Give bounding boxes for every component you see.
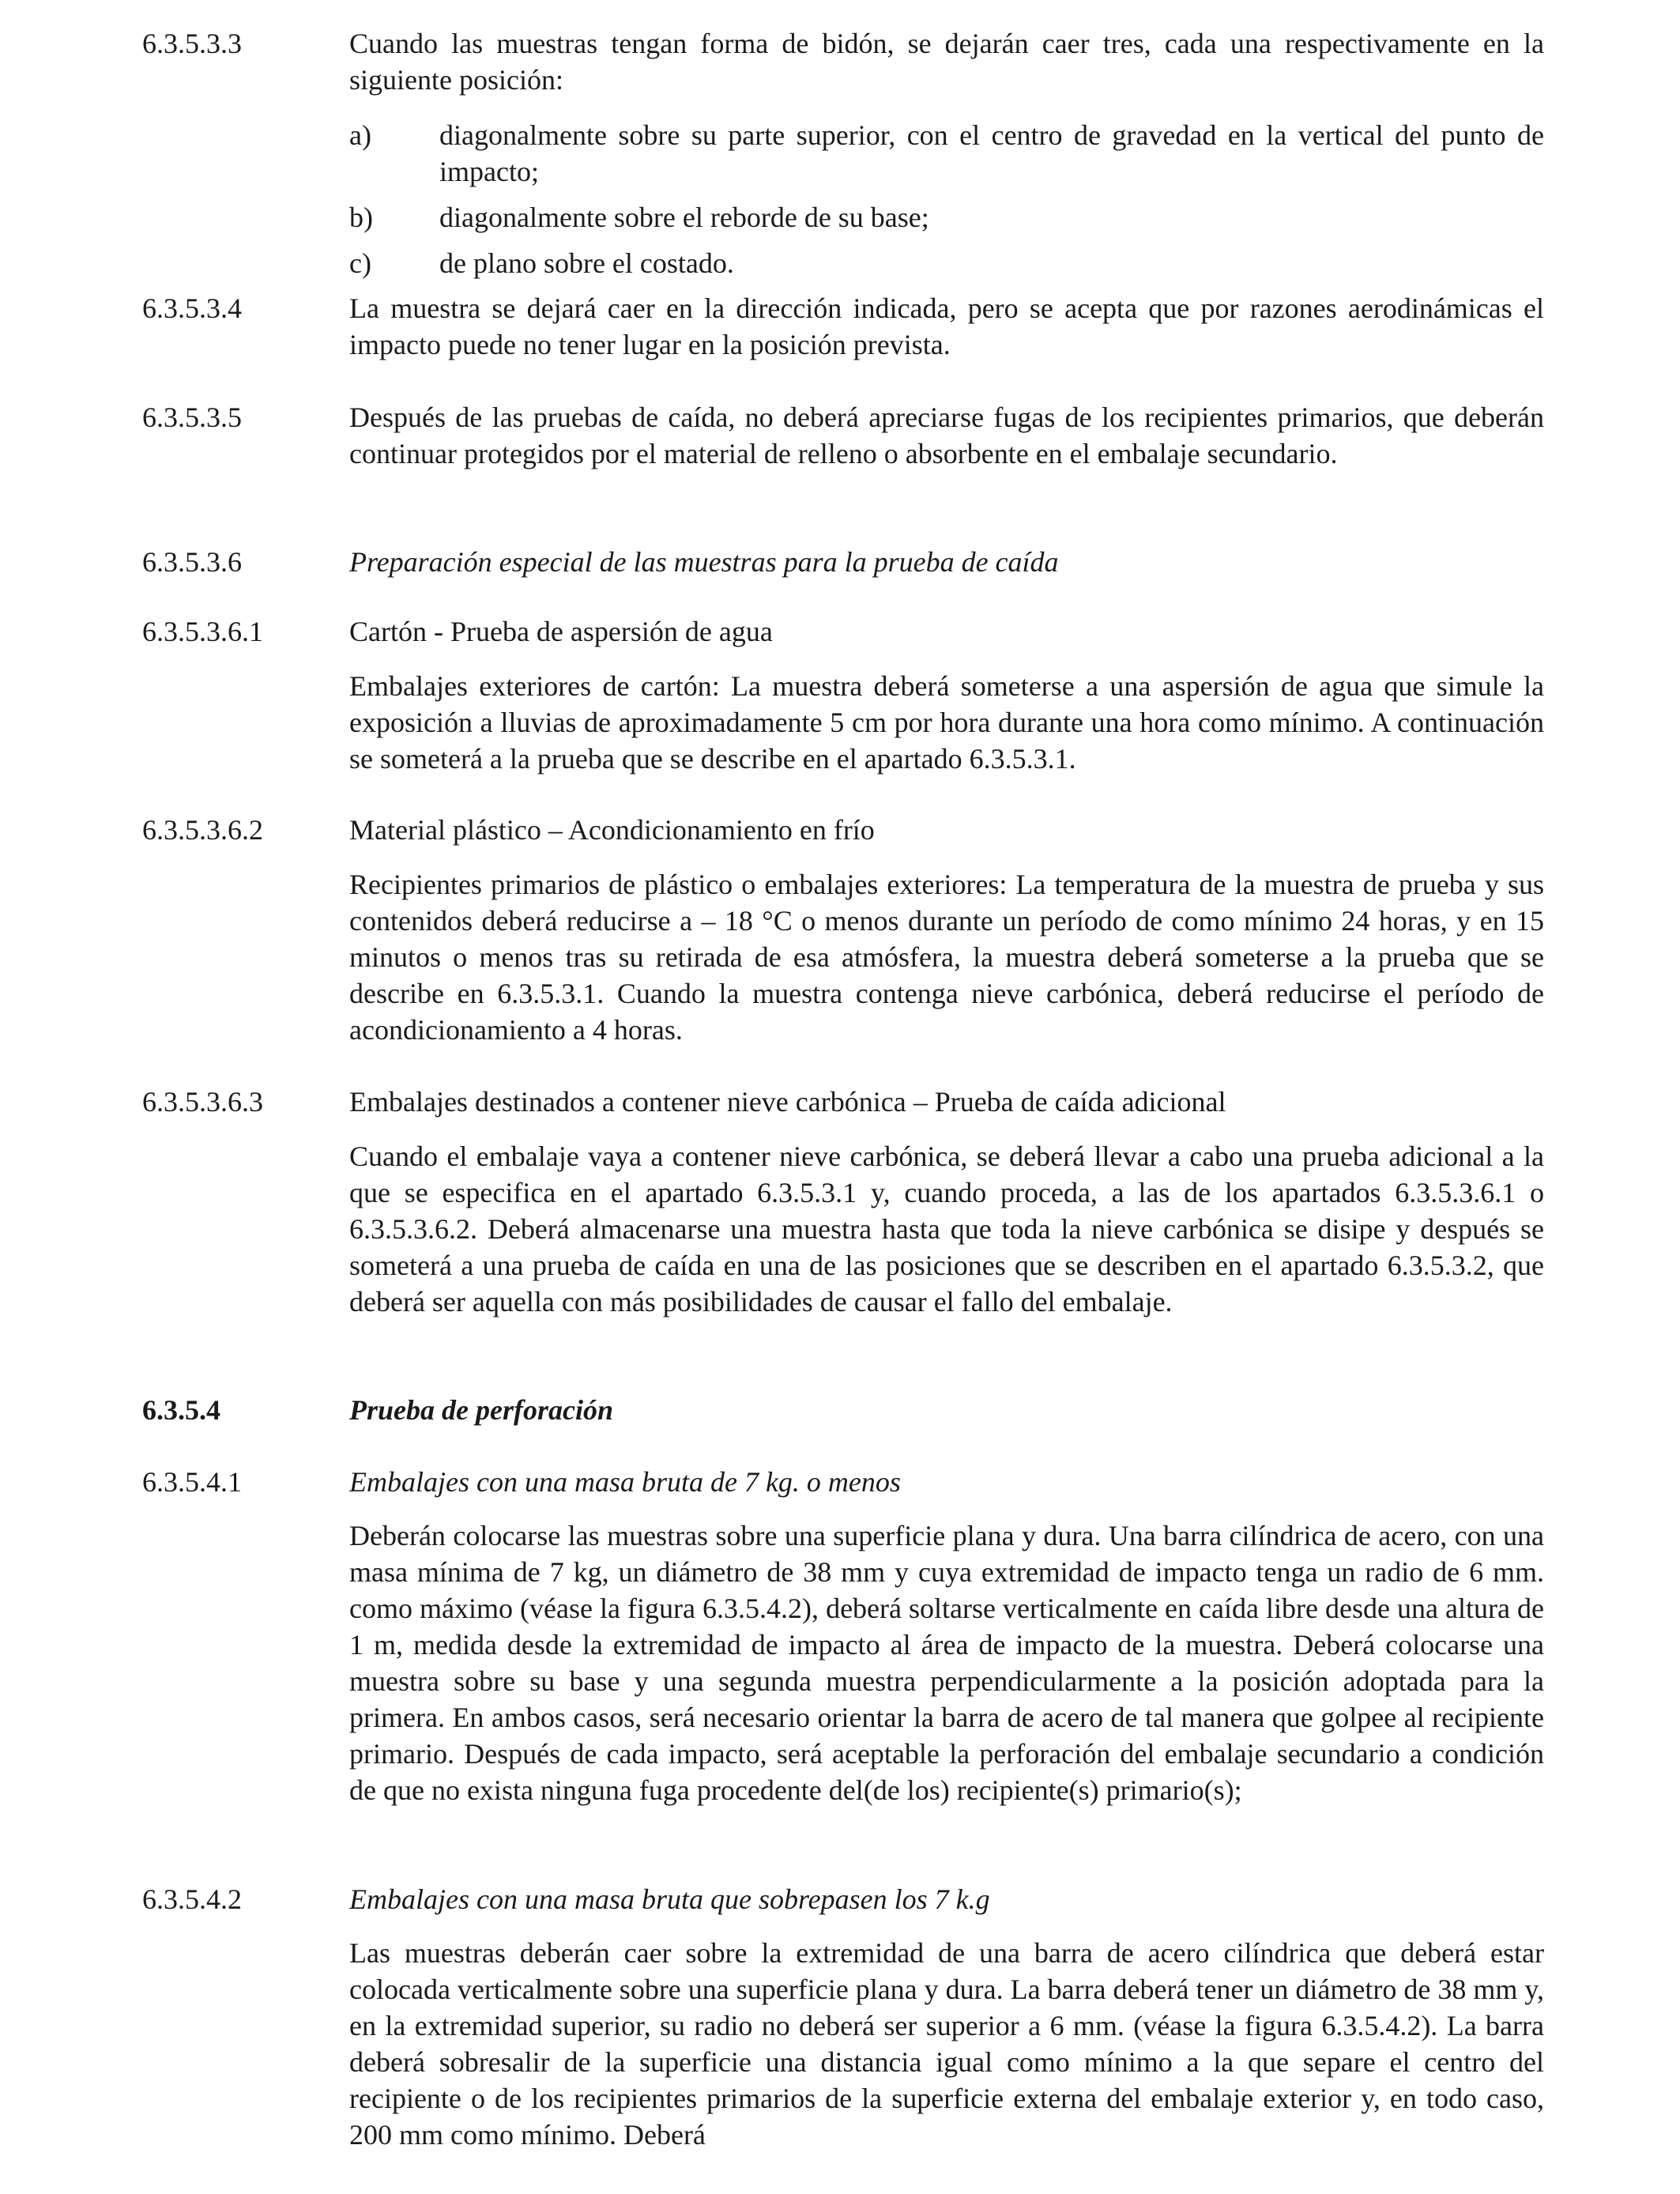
- list-marker: a): [349, 119, 371, 151]
- section-number: 6.3.5.4.1: [142, 1466, 242, 1498]
- section-text: Deberán colocarse las muestras sobre una superficie plana y dura. Una barra cilíndrica de acero, con una masa mínima de 7 kg, un diámetro de 38 mm y cuya extremidad de impacto tenga un radio de 6 mm. como máximo (véase la figura 6.3.5.4.2), deberá soltarse verticalmente en caída libre desde una altura de 1 m, medida desde la extremidad de impacto al área de impacto de la muestra. Deberá colocarse una muestra sobre su base y una segunda muestra perpendicularmente a la posición adoptada para la primera. En ambos casos, será necesario orientar la barra de acero de tal manera que golpee al recipiente primario. Después de cada impacto, será aceptable la perforación del embalaje secundario a condición de que no exista ninguna fuga procedente del(de los) recipiente(s) primario(s);: [349, 1520, 1544, 1806]
- section-title: Prueba de perforación: [349, 1394, 613, 1426]
- section-text: La muestra se dejará caer en la dirección indicada, pero se acepta que por razones aerodinámicas el impacto puede no tener lugar en la posición prevista.: [349, 292, 1544, 360]
- section-text: Recipientes primarios de plástico o embalajes exteriores: La temperatura de la muestra de prueba y sus contenidos deberá reducirse a – 18 °C o menos durante un período de como mínimo 24 horas, y en 15 minutos o menos tras su retirada de esa atmósfera, la muestra deberá someterse a la prueba que se describe en 6.3.5.3.1. Cuando la muestra contenga nieve carbónica, deberá reducirse el período de acondicionamiento a 4 horas.: [349, 869, 1544, 1046]
- section-number: 6.3.5.3.6.2: [142, 814, 263, 846]
- section-text: Cuando las muestras tengan forma de bidón, se dejarán caer tres, cada una respectivamente en la siguiente posición:: [349, 28, 1544, 96]
- section-title: Embalajes destinados a contener nieve carbónica – Prueba de caída adicional: [349, 1086, 1226, 1118]
- section-number: 6.3.5.3.4: [142, 292, 242, 324]
- section-text: Embalajes exteriores de cartón: La muestra deberá someterse a una aspersión de agua que simule la exposición a lluvias de aproximadamente 5 cm por hora durante una hora como mínimo. A continuación se someterá a la prueba que se describe en el apartado 6.3.5.3.1.: [349, 670, 1544, 775]
- section-title: Cartón - Prueba de aspersión de agua: [349, 616, 773, 647]
- list-marker: b): [349, 202, 373, 233]
- section-number: 6.3.5.4.2: [142, 1883, 242, 1915]
- section-title: Embalajes con una masa bruta de 7 kg. o menos: [349, 1466, 901, 1498]
- section-number: 6.3.5.3.6.1: [142, 616, 263, 647]
- section-number: 6.3.5.3.6.3: [142, 1086, 263, 1118]
- section-title: Material plástico – Acondicionamiento en frío: [349, 814, 875, 846]
- section-text: Después de las pruebas de caída, no deberá apreciarse fugas de los recipientes primarios, que deberán continuar protegidos por el material de relleno o absorbente en el embalaje secundario.: [349, 401, 1544, 469]
- section-text: Las muestras deberán caer sobre la extremidad de una barra de acero cilíndrica que deberá estar colocada verticalmente sobre una superficie plana y dura. La barra deberá tener un diámetro de 38 mm y, en la extremidad superior, su radio no deberá ser superior a 6 mm. (véase la figura 6.3.5.4.2). La barra deberá sobresalir de la superficie una distancia igual como mínimo a la que separe el centro del recipiente o de los recipientes primarios de la superficie externa del embalaje exterior y, en todo caso, 200 mm como mínimo. Deberá: [349, 1937, 1544, 2151]
- section-number: 6.3.5.3.6: [142, 546, 242, 578]
- section-title: Preparación especial de las muestras para la prueba de caída: [349, 546, 1059, 578]
- section-title: Embalajes con una masa bruta que sobrepasen los 7 k.g: [349, 1883, 990, 1915]
- section-number: 6.3.5.4: [142, 1394, 220, 1426]
- list-item-text: diagonalmente sobre su parte superior, con el centro de gravedad en la vertical del punto de impacto;: [439, 119, 1544, 187]
- list-marker: c): [349, 247, 371, 279]
- list-item-text: de plano sobre el costado.: [439, 247, 734, 279]
- section-text: Cuando el embalaje vaya a contener nieve carbónica, se deberá llevar a cabo una prueba adicional a la que se especifica en el apartado 6.3.5.3.1 y, cuando proceda, a las de los apartados 6.3.5.3.6.1 o 6.3.5.3.6.2. Deberá almacenarse una muestra hasta que toda la nieve carbónica se disipe y después se someterá a una prueba de caída en una de las posiciones que se describen en el apartado 6.3.5.3.2, que deberá ser aquella con más posibilidades de causar el fallo del embalaje.: [349, 1140, 1544, 1318]
- section-number: 6.3.5.3.5: [142, 401, 242, 433]
- section-number: 6.3.5.3.3: [142, 28, 242, 59]
- list-item-text: diagonalmente sobre el reborde de su base;: [439, 202, 929, 233]
